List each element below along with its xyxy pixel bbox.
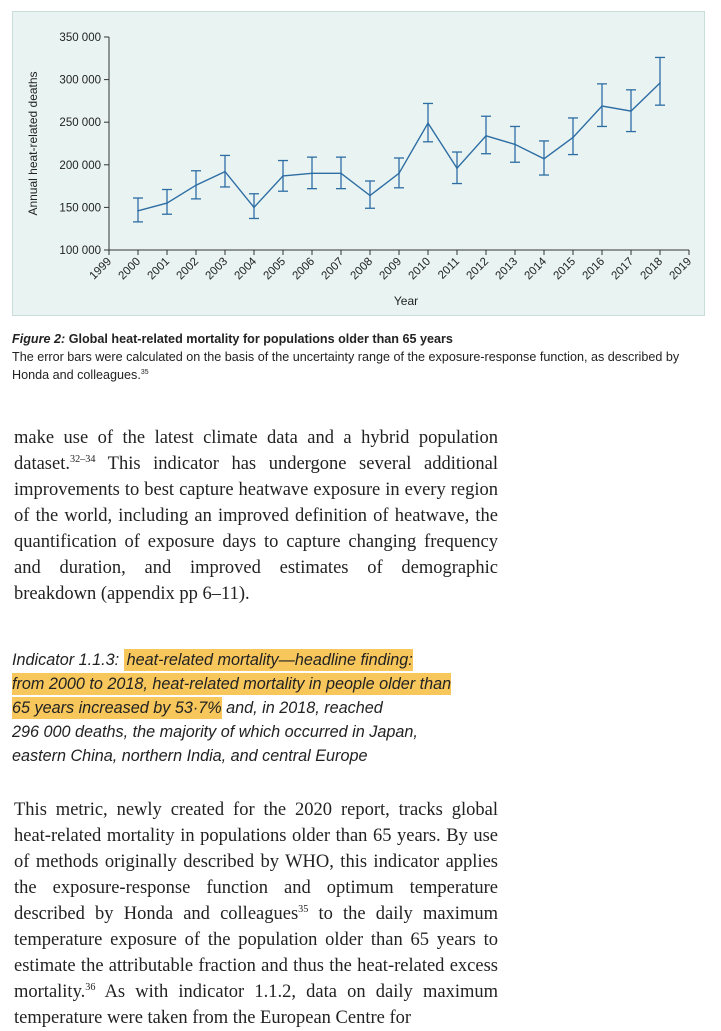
data-point <box>427 122 429 124</box>
para1-text-b: This indicator has undergone several additional improvements to best capture heatwave exposure in every region of the world, including an improved definition of heatwave, the quantification of exposure days to capture changing frequency and duration, and improved estimates of demographic breakdown (appendix pp 6–11). <box>14 454 498 604</box>
data-point <box>630 110 632 112</box>
x-tick-label: 2008 <box>348 255 376 283</box>
y-tick-label: 200 000 <box>59 159 101 172</box>
x-tick-label: 2012 <box>464 255 492 283</box>
para1-text-a: make use of the latest climate data and a hybrid population dataset. <box>14 428 498 474</box>
data-point <box>514 144 516 146</box>
data-point <box>659 82 661 84</box>
indicator-line-4: 296 000 deaths, the majority of which occurred in Japan, <box>12 723 418 741</box>
para2-text-a: This metric, newly created for the 2020 report, tracks global heat-related mortality in populations older than 65 years. By use of methods originally described by WHO, this indicator applies the exposure-response function and optimum temperature described by Honda and colleagues <box>14 800 498 924</box>
data-point <box>398 173 400 175</box>
y-tick-label: 100 000 <box>59 245 101 257</box>
indicator-heading <box>12 648 522 768</box>
x-tick-label: 2014 <box>522 255 550 283</box>
para2-reference-1: 35 <box>298 903 309 915</box>
caption-reference: 35 <box>140 368 149 376</box>
data-point <box>166 202 168 204</box>
y-tick-label: 150 000 <box>59 202 101 215</box>
x-tick-label: 2006 <box>290 255 318 283</box>
x-tick-label: 2016 <box>580 255 608 283</box>
para2-reference-2: 36 <box>85 981 96 993</box>
x-tick-label: 2002 <box>174 255 202 283</box>
data-point <box>137 210 139 212</box>
para1-reference: 32–34 <box>70 453 96 465</box>
x-tick-label: 2011 <box>436 255 463 282</box>
data-point <box>340 173 342 175</box>
y-tick-label: 300 000 <box>59 74 101 87</box>
indicator-line-3 <box>12 696 522 720</box>
x-tick-label: 2007 <box>319 255 347 283</box>
indicator-label: Indicator 1.1.3: <box>12 651 124 669</box>
figure-caption <box>12 330 712 384</box>
indicator-line3-rest: and, in 2018, reached <box>221 699 383 717</box>
data-point <box>195 184 197 186</box>
data-point <box>456 167 458 169</box>
figure-label: Figure 2: <box>12 332 66 346</box>
highlight-3: 65 years increased by 53·7% <box>12 699 222 717</box>
x-tick-label: 2018 <box>638 255 666 283</box>
data-point <box>572 137 574 139</box>
x-tick-label: 2000 <box>116 255 144 283</box>
y-tick-label: 250 000 <box>59 117 101 130</box>
figure-title: Global heat-related mortality for populations older than 65 years <box>68 332 453 346</box>
x-tick-label: 2005 <box>261 255 289 283</box>
para2-text-b: to the daily maximum temperature exposure of the population older than 65 years to estimate the attributable fraction and thus the heat-related excess mortality. <box>14 904 498 1002</box>
x-tick-label: 2010 <box>406 255 434 283</box>
heat-mortality-chart <box>13 12 706 317</box>
x-tick-label: 2009 <box>377 255 405 283</box>
y-axis-title: Annual heat-related deaths <box>26 71 40 216</box>
x-tick-label: 2013 <box>493 255 521 283</box>
x-tick-label: 2015 <box>551 255 579 283</box>
data-point <box>253 207 255 209</box>
x-tick-label: 2017 <box>609 255 637 283</box>
data-point <box>282 175 284 177</box>
data-point <box>369 195 371 197</box>
y-tick-label: 350 000 <box>59 32 101 44</box>
figure-caption-text: The error bars were calculated on the basis of the uncertainty range of the exposure-response function, as described by Honda and colleagues. <box>12 350 680 382</box>
body-paragraph-1 <box>14 425 498 607</box>
x-axis-title: Year <box>393 294 419 308</box>
indicator-line-2 <box>12 672 522 696</box>
x-tick-label: 2004 <box>232 255 260 283</box>
highlight-1: heat-related mortality—headline finding: <box>124 649 413 671</box>
data-point <box>224 171 226 173</box>
indicator-line-5: eastern China, northern India, and central Europe <box>12 747 368 765</box>
body-paragraph-2 <box>14 797 498 1031</box>
data-point <box>543 158 545 160</box>
data-point <box>311 173 313 175</box>
indicator-line-1 <box>12 648 522 672</box>
x-tick-label: 2019 <box>667 255 695 283</box>
figure-panel <box>12 11 705 316</box>
highlight-2: from 2000 to 2018, heat-related mortality in people older than <box>12 675 452 693</box>
x-tick-label: 1999 <box>87 255 115 283</box>
series-line <box>138 83 660 211</box>
data-point <box>601 105 603 107</box>
data-point <box>485 135 487 137</box>
x-tick-label: 2001 <box>145 255 173 283</box>
x-tick-label: 2003 <box>203 255 231 283</box>
para2-text-c: As with indicator 1.1.2, data on daily maximum temperature were taken from the European Centre for <box>14 982 498 1028</box>
